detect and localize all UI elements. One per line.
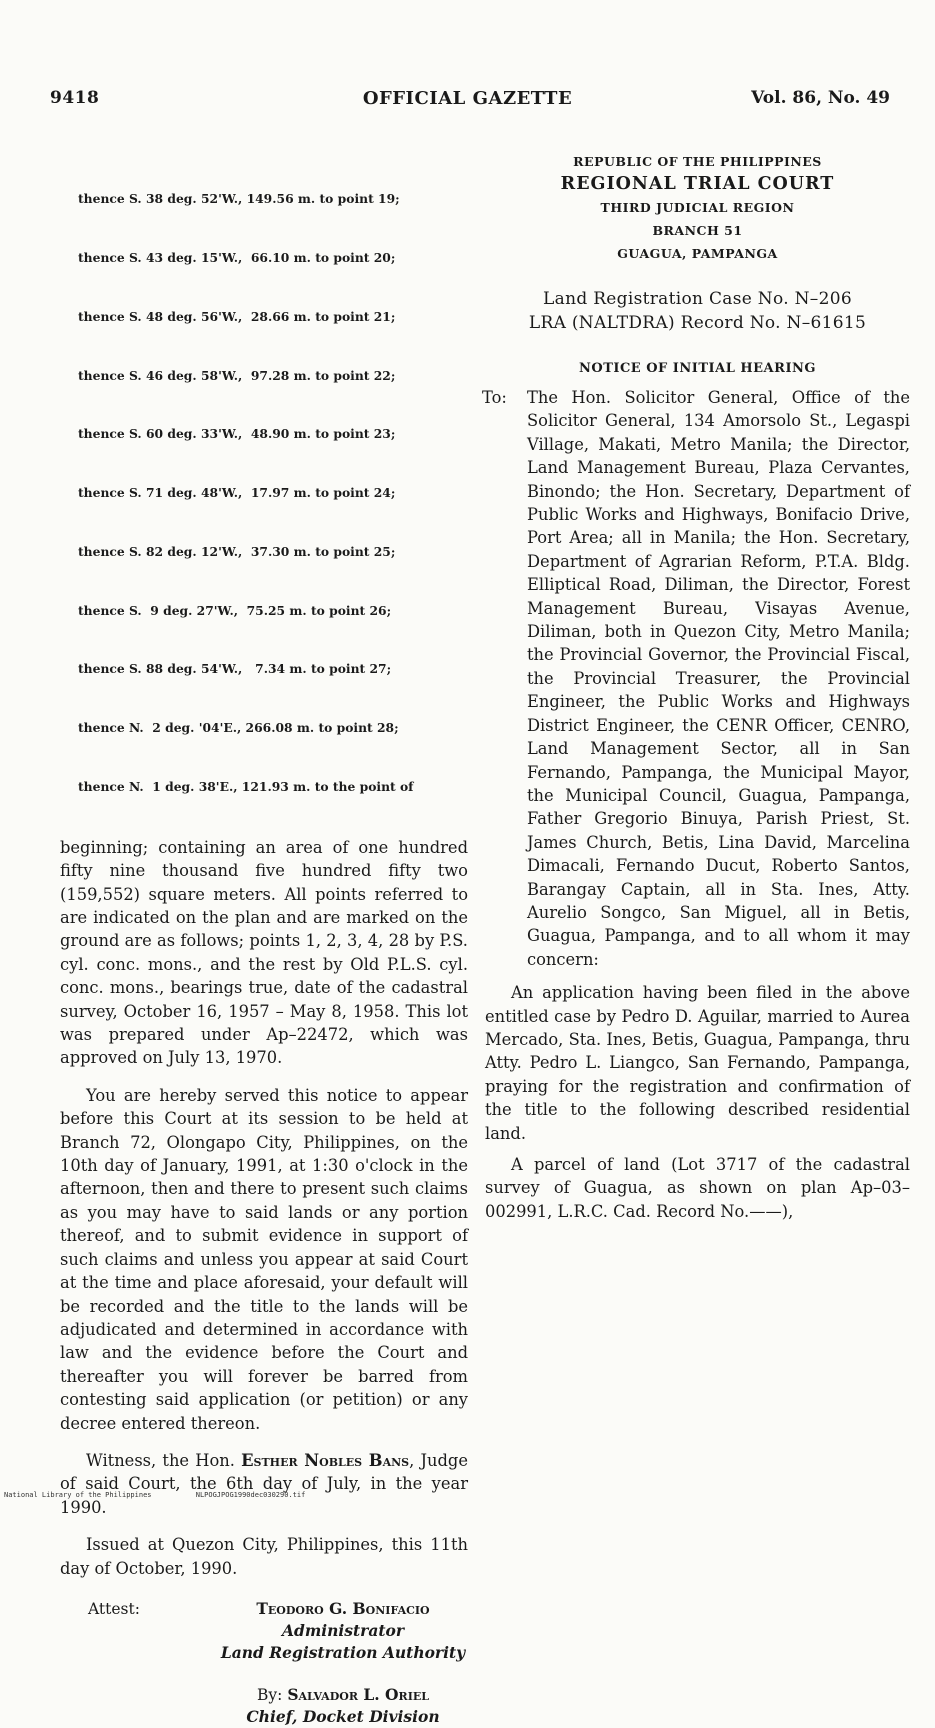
right-column <box>482 150 910 1223</box>
chief-name: Salvador L. Oriel <box>287 1684 429 1704</box>
bearing-line: thence S. 48 deg. 56'W., 28.66 m. to point 21; <box>78 308 396 324</box>
scan-footer <box>4 1491 345 1499</box>
library-credit: National Library of the Philippines <box>4 1491 152 1499</box>
case-number: Land Registration Case No. N–206 <box>543 289 852 309</box>
administrator-name: Teodoro G. Bonifacio <box>256 1598 430 1618</box>
judicial-region: THIRD JUDICIAL REGION <box>600 200 795 215</box>
chief-title: Chief, Docket Division <box>246 1706 440 1726</box>
witness-paragraph <box>60 1449 468 1519</box>
bearing-line: thence S. 46 deg. 58'W., 97.28 m. to point 22; <box>78 367 396 383</box>
to-label: To: <box>482 388 507 407</box>
court-place: GUAGUA, PAMPANGA <box>617 246 778 261</box>
bearing-line: thence N. 2 deg. '04'E., 266.08 m. to point 28; <box>78 720 399 736</box>
court-name: REGIONAL TRIAL COURT <box>560 174 835 194</box>
application-paragraph: An application having been filed in the above entitled case by Pedro D. Aguilar, married to Aurea Mercado, Sta. Ines, Betis, Guagua, Pampanga, thru Atty. Pedro L. Liangco, San Fernando, Pampanga, praying for the registration and confirmation of the title to the following described residential land. <box>485 983 910 1143</box>
issued-paragraph: Issued at Quezon City, Philippines, this 11th day of October, 1990. <box>60 1535 468 1578</box>
served-notice-paragraph: You are hereby served this notice to appear before this Court at its session to be held at Branch 72, Olongapo City, Philippines, on the 10th day of January, 1991, at 1:30 o'clock in the afternoon, then and there to present such claims as you may have to said lands or any portion thereof, and to submit evidence in support of such claims and unless you appear at said Court at the time and place aforesaid, your default will be recorded and the title to the lands will be adjudicated and determined in accordance with law and the evidence before the Court and thereafter you will forever be barred from contesting said application (or petition) or any decree entered thereon. <box>60 1085 468 1433</box>
bearing-line: thence S. 88 deg. 54'W., 7.34 m. to point 27; <box>78 661 392 677</box>
page-header <box>0 88 935 114</box>
bearing-line: thence S. 9 deg. 27'W., 75.25 m. to point 26; <box>78 602 392 618</box>
addressees-block <box>482 386 910 971</box>
by-signatory <box>208 1684 478 1706</box>
page-number: 9418 <box>50 88 100 108</box>
administrator-title: Administrator <box>281 1620 405 1640</box>
volume-number: Vol. 86, No. 49 <box>751 88 890 108</box>
boundary-paragraph: beginning; containing an area of one hundred fifty nine thousand five hundred fifty two (159,552) square meters. All points referred to are indicated on the plan and are marked on the ground are as follows; points 1, 2, 3, 4, 28 by P.S. cyl. conc. mons., and the rest by Old P.L.S. cyl. conc. mons., bearings true, date of the cadastral survey, October 16, 1957 – May 8, 1958. This lot was prepared under Ap–22472, which was approved on July 13, 1970. <box>60 837 468 1068</box>
bearings-list <box>78 150 468 836</box>
bearing-line: thence N. 1 deg. 38'E., 121.93 m. to the point of <box>78 779 414 794</box>
bearing-line: thence S. 43 deg. 15'W., 66.10 m. to point 20; <box>78 249 396 265</box>
judge-name: Esther Nobles Bans <box>241 1450 410 1470</box>
witness-suffix: , Judge of said Court, the 6th day of July, in the year 1990. <box>60 1450 468 1517</box>
bearing-line: thence S. 71 deg. 48'W., 17.97 m. to point 24; <box>78 485 396 501</box>
court-heading <box>485 150 910 265</box>
publication-title: OFFICIAL GAZETTE <box>362 88 573 109</box>
republic-heading: REPUBLIC OF THE PHILIPPINES <box>573 154 822 169</box>
notice-title: NOTICE OF INITIAL HEARING <box>578 361 817 376</box>
branch-number: BRANCH 51 <box>652 223 743 238</box>
attest-label: Attest: <box>88 1599 140 1618</box>
scan-filename: NLPOGJPOG1990dec030290.tif <box>195 1491 306 1499</box>
bearing-line: thence S. 38 deg. 52'W., 149.56 m. to point 19; <box>78 191 400 207</box>
bearing-line: thence S. 60 deg. 33'W., 48.90 m. to point 23; <box>78 426 396 442</box>
record-number: LRA (NALTDRA) Record No. N–61615 <box>528 313 867 333</box>
parcel-paragraph: A parcel of land (Lot 3717 of the cadastral survey of Guagua, as shown on plan Ap–03–002991, L.R.C. Cad. Record No.——), <box>485 1155 910 1221</box>
bearing-line: thence S. 82 deg. 12'W., 37.30 m. to point 25; <box>78 543 396 559</box>
addressees-text: The Hon. Solicitor General, Office of the Solicitor General, 134 Amorsolo St., Legaspi Village, Makati, Metro Manila; the Director, Land Management Bureau, Plaza Cervantes, Binondo; the Hon. Secretary, Department of Public Works and Highways, Bonifacio Drive, Port Area; all in Manila; the Hon. Secretary, Department of Agrarian Reform, P.T.A. Bldg. Elliptical Road, Diliman, the Director, Forest Management Bureau, Visayas Avenue, Diliman, both in Quezon City, Metro Manila; the Provincial Governor, the Provincial Fiscal, the Provincial Treasurer, the Provincial Engineer, the Public Works and Highways District Engineer, the CENR Officer, CENRO, Land Management Sector, all in San Fernando, Pampanga, the Municipal Mayor, the Municipal Council, Guagua, Pampanga, Father Gregorio Binuya, Parish Priest, St. James Church, Betis, Lina David, Marcelina Dimacali, Fernando Ducut, Roberto Santos, Barangay Captain, all in Sta. Ines, Atty. Aurelio Songco, San Miguel, all in Betis, Guagua, Pampanga, and to all whom it may concern: <box>527 388 910 969</box>
attestation-block <box>60 1598 468 1728</box>
witness-prefix: Witness, the Hon. <box>86 1450 235 1470</box>
by-label: By: <box>257 1685 283 1704</box>
authority-name: Land Registration Authority <box>220 1642 466 1662</box>
attest-signatory <box>208 1598 478 1728</box>
